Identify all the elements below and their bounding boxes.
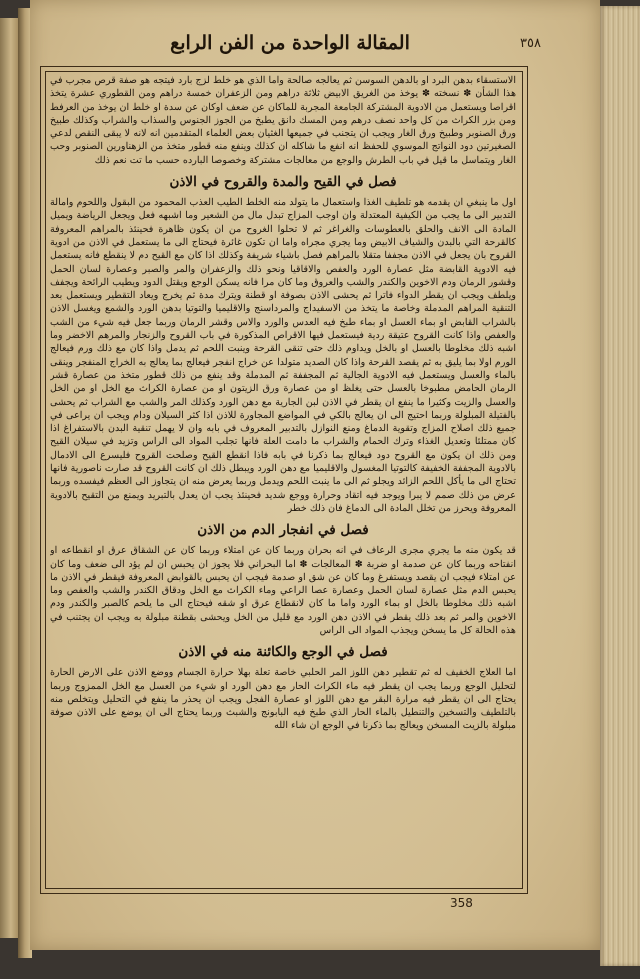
section-heading-pus: فصل في القيح والمدة والقروح في الاذن [169,174,397,191]
section-heading-bleeding: فصل في انفجار الدم من الاذن [197,522,369,539]
running-head: المقالة الواحدة من الفن الرابع [170,32,410,54]
text-block [50,74,516,882]
paragraph-pus: اول ما ينبغي ان يقدمه هو تلطيف الغذا واستعمال ما يتولد منه الخلط الطيب العذب المحمود من البقول واللحوم وامالة التدبير الى ما يجب من الكيفية المعتدلة وان اوجب المزاج تبدل مال من الشعير وما اشبهه فعل ويجعل الرياضة ويميل المادة الى الانف والحلق بالعطوسات والغراغر ثم لا تحلوا الغروح من ان يكون ظاهرة فحينئذ بالمراهم المعروفة كالقرحة التي بالبدن والشياف الابيض وما يجري مجراه واما ان تكون غائرة فيحتاج الى ما يستعمل في الاذن من ادوية القروح بان يجعل في الاذن مجففا متقلا بالمراهم فصل باشياء شريفة وكذلك اذا كان مع القيح دم لا ينقطع فانه يستعمل فيه الادوية القابضة مثل عصارة الورد والعفص والاقاقيا ونحو ذلك والزعفران والمر والصبر وعصارة لسان الحمل وقشور الرمان ودم الاخوين والكندر والشب والعروق وما كان مرا فانه يسكن الوجع ويقتل الدود ويطيب الرائحة ويجفف ويلطف ويجب ان يقطر الدواء فاترا ثم يحشى الاذن بصوفة او قطنة ويترك مدة ثم يخرج ويعاد التقطير ويستعمل بعد التنقية المراهم المدملة وخاصة ما يتخذ من الاسفيداج والمرداسنج والاقليميا والتوتيا بدهن الورد والشمع ويغسل الاذن بالشراب القابض او بماء العسل او بماء طبخ فيه العدس والورد والاس وقشر الرمان وربما جعل فيه شيء من الشب والعفص واذا كانت القروح عتيقة ردية فيستعمل فيها الاقراص المذكورة في باب القروح والزنجار والمرهم الاخضر وما اشبه ذلك مخلوطا بالعسل او بالخل ويداوم ذلك حتى تنقى القرحة وينبت اللحم ثم يدمل واذا كان مع ذلك ورم فيعالج الورم اولا بما يليق به ثم يقصد القرحة واذا كان الصديد متولدا عن خراج انفجر فيعالج بما يعالج به الخراج المنفجر وينقى بالماء والعسل ويستعمل فيه الادوية الجالية ثم المجففة ثم المدملة وقد ينفع من ذلك قطور متخذ من عصارة قشر الرمان الحامض مطبوخا بالعسل حتى يغلظ او من عصارة ورق الزيتون او من عصارة الكراث مع الخل او من الخل والعسل والزيت وكثيرا ما ينفع ان يقطر في الاذن لبن الجارية مع دهن الورد وكذلك المر والشب مع الشراب ثم يحشى بالفتيلة المبلولة وربما احتيج الى ان يعالج بالكي في المواضع المجاورة للاذن اذا كثر السيلان ودام ويجب ان يراعى في جميع ذلك اصلاح المزاج وتقوية الدماغ ومنع النوازل بالتدبير المعروف في بابه وان لا يهمل تنقية البدن بالاستفراغ اذا كان ممتلئا وتعديل الغذاء وترك الحمام والشراب ما دامت العلة فانها تجلب المواد الى الراس وتزيد في سيلان القيح ومن ذلك ان يكون مع القروح دود فيعالج بما ذكرنا في بابه فاذا انقطع القيح وصلحت القروح فليسرع الى الادمال بالادوية المجففة الخفيفة كالتوتيا المغسول والاقليميا مع دهن الورد ويبطل ذلك ان كانت القروح قد صارت ناصورية فانها تحتاج الى ما يأكل اللحم الزائد ويجلو ثم الى ما ينبت اللحم ويدمل وربما يعرض منه ان يتجاوز الى العظم فيفسده وربما عرض من ذلك صمم لا يبرا ويوجد فيه اتقاد وحرارة ووجع شديد فحينئذ يجب ان يعدل بالتبريد ويمنع من التقيح بالادوية المعروفة ويحرز من تخلل المادة الى الدماغ فان ذلك خطر [50,197,516,514]
page-edges [600,6,640,966]
intro-paragraph: الاستسقاء بدهن البرد او بالدهن السوسن ثم يعالجه صالحة واما الذي هو خلط لزج بارد فيتجه هو صفة قرص مجرب في هذا الشأن ✽ نسخته ✽ يوخذ من الغريق الابيض ثلاثة دراهم ومن الزعفران خمسة دراهم ومن القطوري عشرة يتخذ اقراصا ويستعمل من الادوية المشتركة الجامعة المجربة للماكان عن ضعف اوكان عن سدة او خلط ان يوخذ من العرفط ومن بزر الكراث من كل واحد نصف درهم ومن المسك دانق يطبخ من الجوز الجنوس والسذاب والشراب وكذلك طبيخ ورق الصنوبر وطبيخ ورق الغار ويجب ان يتجنب في جميعها الغثيان بعض العلماء المتقدمين انه لانه لا يبقى النقص لدعي الصغيرتين دود النواتج الموسوي للحفظ انه انفع ما شاكله ان كذلك وينفع منه قطور متخذ من الزهناورين الصنوبر وحب الغار ويتماسل ما قيل في باب الطرش والوجع من معالجات مشتركة وخصوصا البارده حسب ما تت نعم ذلك [50,75,516,166]
paragraph-bleeding: قد يكون منه ما يجري مجرى الرعاف في انه بحران وربما كان عن امتلاء وربما كان عن الشقاق عرق او انقطاعه او انفتاحه وربما كان عن صدمة او ضربة ✽ المعالجات ✽ اما البحراني فلا يجوز ان يحبس ان لم يؤد الى ضعف وما كان عن امتلاء فيجب ان يقصد ويستفرغ وما كان عن شق او صدمة فيجب ان يحبس بالقوابض المعروفة فيقطر في الاذن ما يحبس الدم مثل عصارة لسان الحمل وعصارة عصا الراعي وماء الكراث مع الخل ودقاق الكندر والشب والعفص وما اشبه ذلك مخلوطا بالخل او بماء الورد واما ما كان لانقطاع عرق او شقه فيحتاج الى ما يلحم كالصبر والكندر ودم الاخوين والمر ثم بعد ذلك يقطر في الاذن دهن الورد مع قليل من الخل ويحشى بقطنة مبلولة به ويجب ان يجتنب في هذه الحالة كل ما يسخن ويجذب المواد الى الراس [50,545,516,636]
facing-page-edge [0,18,19,938]
page-number: 358 [450,896,473,910]
paragraph-pain: اما العلاج الخفيف له ثم تقطير دهن اللوز المر الحلبي خاصة تعلة بهلا حرارة الجسام ووضع الاذن على الارض الحارة لتحليل الوجع وربما يجب ان يقطر فيه ماء الكراث الحار مع دهن الورد او شيء من العسل مع الخل الممزوج وربما يحتاج الى ان يقطر فيه مرارة البقر مع دهن اللوز او عصارة الفجل ويجب ان يحذر ما ينفع في التحليل ويتخلص منه بالتلطيف والتسخين والتنطيل بالماء الحار الذي طبخ فيه البابونج والشبث وربما يحتاج الى ان يوضع على الاذن صوفة مبلولة بالزيت المسخن ويعالج بما ذكرنا في الوجع ان شاء الله [50,667,516,732]
section-heading-pain: فصل في الوجع والكائنة منه في الاذن [178,644,388,661]
page-header [40,22,560,64]
folio-number: ٣٥٨ [520,36,541,51]
